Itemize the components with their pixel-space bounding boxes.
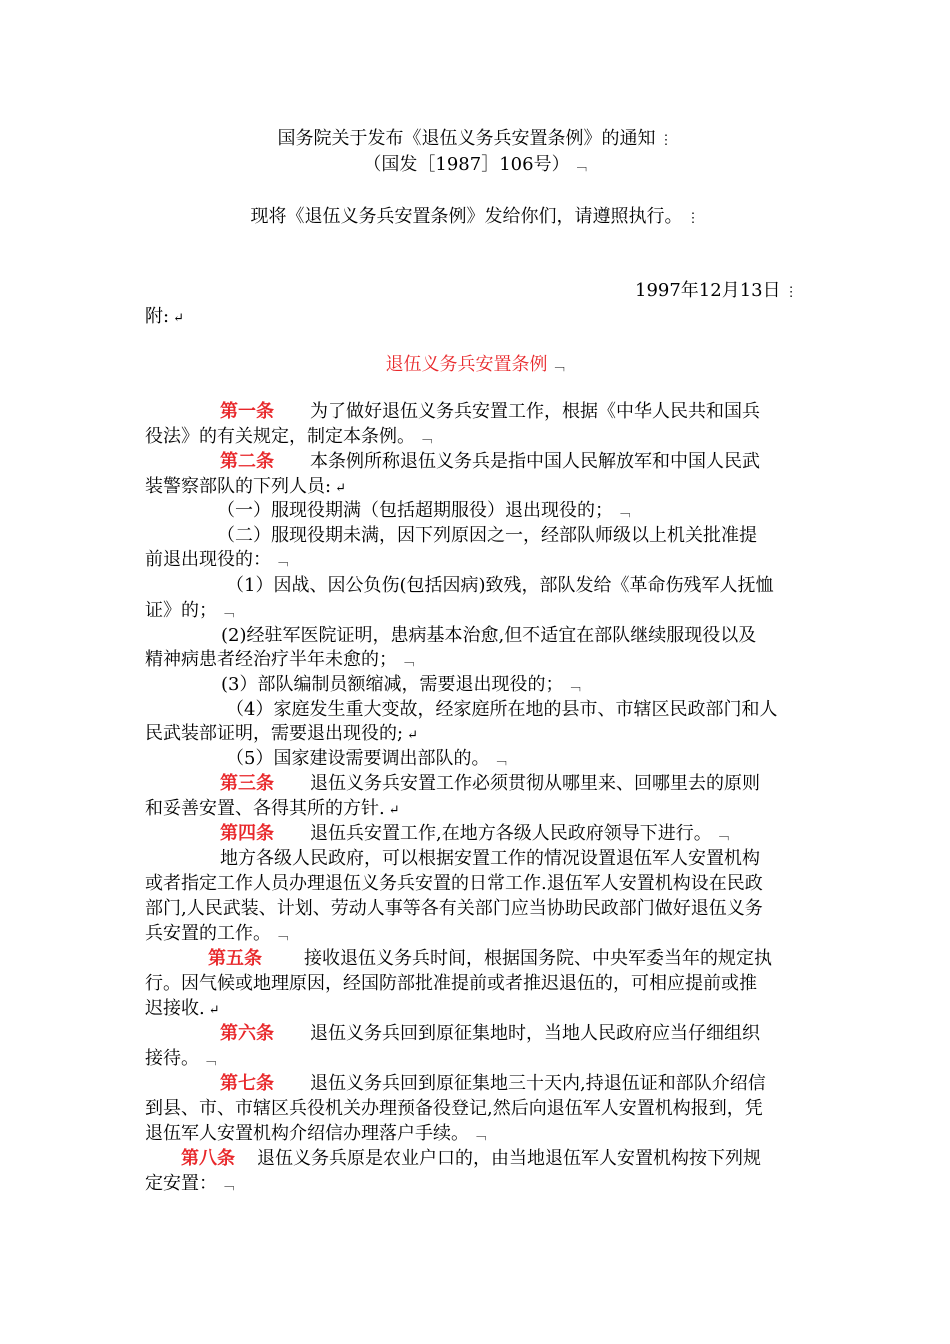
article-label: 第五条 xyxy=(208,948,262,969)
paragraph-mark-icon: ↵ xyxy=(407,728,418,743)
notice-title: 国务院关于发布《退伍义务兵安置条例》的通知 ⋮ xyxy=(277,128,673,149)
article-2-sub-2-line-2: 精神病患者经治疗半年未愈的； ﹁ xyxy=(145,649,415,670)
notice-body: 现将《退伍义务兵安置条例》发给你们，请遵照执行。 ⋮ xyxy=(250,206,700,227)
notice-date: 1997年12月13日 ⋮ xyxy=(635,280,798,301)
paragraph-mark-icon: ﹁ xyxy=(715,828,729,843)
article-2-sub-3: (3）部队编制员额缩减，需要退出现役的； ﹁ xyxy=(221,674,581,695)
article-label: 第六条 xyxy=(220,1023,274,1044)
regulation-title: 退伍义务兵安置条例 ﹁ xyxy=(385,354,565,375)
paragraph-mark-icon: ﹁ xyxy=(221,605,235,620)
article-7-line-3: 退伍军人安置机构介绍信办理落户手续。 ﹁ xyxy=(145,1123,487,1144)
paragraph-mark-icon: ﹁ xyxy=(573,159,587,174)
paragraph-mark-icon: ﹁ xyxy=(401,654,415,669)
attachment-label: 附: ↵ xyxy=(145,306,184,327)
paragraph-mark-icon: ⋮ xyxy=(659,133,673,148)
paragraph-mark-icon: ﹁ xyxy=(275,554,289,569)
article-2-sub-1-line-1: （1）因战、因公负伤(包括因病)致残，部队发给《革命伤残军人抚恤 xyxy=(226,575,774,596)
paragraph-mark-icon: ﹁ xyxy=(275,928,289,943)
article-2-sub-2-line-1: (2)经驻军医院证明，患病基本治愈,但不适宜在部队继续服现役以及 xyxy=(221,625,757,646)
article-7-line-2: 到县、市、市辖区兵役机关办理预备役登记,然后向退伍军人安置机构报到，凭 xyxy=(145,1098,763,1119)
article-2-sub-4-line-2: 民武装部证明，需要退出现役的; ↵ xyxy=(145,723,418,744)
paragraph-mark-icon: ⋮ xyxy=(686,211,700,226)
paragraph-mark-icon: ↵ xyxy=(208,1003,220,1018)
article-2-line-1: 第二条 本条例所称退伍义务兵是指中国人民解放军和中国人民武 xyxy=(220,451,760,472)
article-2-line-2: 装警察部队的下列人员: ↵ xyxy=(145,476,346,497)
paragraph-mark-icon: ↵ xyxy=(388,803,400,818)
article-2-sub-5: （5）国家建设需要调出部队的。 ﹁ xyxy=(226,748,507,769)
article-1-line-1: 第一条 为了做好退伍义务兵安置工作，根据《中华人民共和国兵 xyxy=(220,401,760,422)
article-6-line-1: 第六条 退伍义务兵回到原征集地时，当地人民政府应当仔细组织 xyxy=(220,1023,760,1044)
article-4-para-2-line-3: 部门,人民武装、计划、劳动人事等各有关部门应当协助民政部门做好退伍义务 xyxy=(145,898,763,919)
article-2-sub-4-line-1: （4）家庭发生重大变故，经家庭所在地的县市、市辖区民政部门和人 xyxy=(226,699,778,720)
article-5-line-1: 第五条 接收退伍义务兵时间，根据国务院、中央军委当年的规定执 xyxy=(208,948,772,969)
article-3-line-1: 第三条 退伍义务兵安置工作必须贯彻从哪里来、回哪里去的原则 xyxy=(220,773,760,794)
article-label: 第三条 xyxy=(220,773,274,794)
article-2-sub-1-line-2: 证》的； ﹁ xyxy=(145,600,235,621)
article-2-item-2-line-1: （二）服现役期未满，因下列原因之一，经部队师级以上机关批准提 xyxy=(217,525,757,546)
article-6-line-2: 接待。 ﹁ xyxy=(145,1048,217,1069)
article-label: 第八条 xyxy=(181,1148,235,1169)
paragraph-mark-icon: ↵ xyxy=(173,311,184,326)
article-2-item-2-line-2: 前退出现役的： ﹁ xyxy=(145,549,289,570)
article-label: 第二条 xyxy=(220,451,274,472)
article-8-line-2: 定安置： ﹁ xyxy=(145,1173,235,1194)
paragraph-mark-icon: ﹁ xyxy=(493,753,507,768)
article-4-para-2-line-1: 地方各级人民政府，可以根据安置工作的情况设置退伍军人安置机构 xyxy=(220,848,760,869)
paragraph-mark-icon: ﹁ xyxy=(473,1128,487,1143)
article-3-line-2: 和妥善安置、各得其所的方针. ↵ xyxy=(145,798,400,819)
paragraph-mark-icon: ﹁ xyxy=(203,1053,217,1068)
paragraph-mark-icon: ⋮ xyxy=(784,285,798,300)
article-8-line-1: 第八条 退伍义务兵原是农业户口的，由当地退伍军人安置机构按下列规 xyxy=(181,1148,761,1169)
paragraph-mark-icon: ﹁ xyxy=(221,1178,235,1193)
article-4-para-2-line-2: 或者指定工作人员办理退伍义务兵安置的日常工作.退伍军人安置机构设在民政 xyxy=(145,873,763,894)
article-5-line-3: 迟接收. ↵ xyxy=(145,998,220,1019)
paragraph-mark-icon: ﹁ xyxy=(567,679,581,694)
article-7-line-1: 第七条 退伍义务兵回到原征集地三十天内,持退伍证和部队介绍信 xyxy=(220,1073,766,1094)
article-5-line-2: 行。因气候或地理原因，经国防部批准提前或者推迟退伍的，可相应提前或推 xyxy=(145,973,757,994)
article-1-line-2: 役法》的有关规定，制定本条例。 ﹁ xyxy=(145,426,433,447)
article-label: 第七条 xyxy=(220,1073,274,1094)
paragraph-mark-icon: ﹁ xyxy=(617,505,631,520)
article-label: 第四条 xyxy=(220,823,274,844)
document-number: （国发［1987］106号） ﹁ xyxy=(363,154,587,175)
article-label: 第一条 xyxy=(220,401,274,422)
paragraph-mark-icon: ↵ xyxy=(335,481,346,496)
paragraph-mark-icon: ﹁ xyxy=(419,431,433,446)
paragraph-mark-icon: ﹁ xyxy=(551,359,565,374)
article-4-para-2-line-4: 兵安置的工作。 ﹁ xyxy=(145,923,289,944)
article-2-item-1: （一）服现役期满（包括超期服役）退出现役的； ﹁ xyxy=(217,500,631,521)
article-4-line-1: 第四条 退伍兵安置工作,在地方各级人民政府领导下进行。 ﹁ xyxy=(220,823,729,844)
